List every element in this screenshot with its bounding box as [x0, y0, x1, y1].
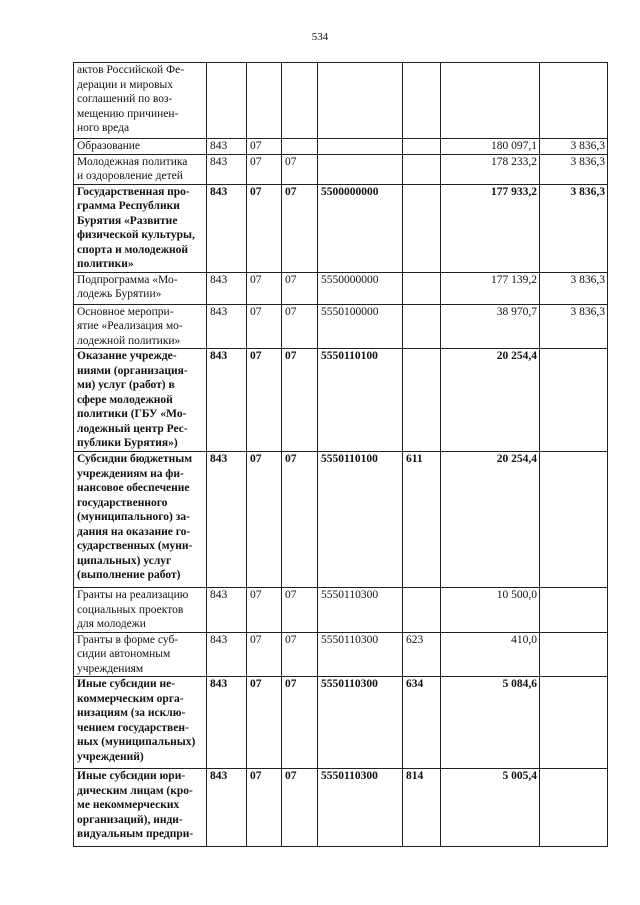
section-code-cell: 07: [247, 349, 282, 452]
row-name-cell: Иные субсидии не- коммерческим орга- низациям (за исклю- чением государствен- ных (муниципальных) учреждений): [74, 677, 207, 769]
subsection-code-cell: 07: [282, 452, 318, 588]
row-name-cell: актов Российской Фе- дерации и мировых соглашений по воз- мещению причинен- ного вреда: [74, 63, 207, 139]
target-article-cell: [318, 63, 403, 139]
expense-type-cell: [403, 63, 441, 139]
subsection-code-cell: 07: [282, 184, 318, 272]
target-article-cell: 5550110300: [318, 588, 403, 633]
row-name-cell: Государственная про- грамма Республики Бурятия «Развитие физической культуры, спорта и молодежной политики»: [74, 184, 207, 272]
section-code-cell: 07: [247, 304, 282, 349]
subsection-code-cell: 07: [282, 588, 318, 633]
expense-type-cell: [403, 272, 441, 304]
row-name-cell: Подпрограмма «Мо- лодежь Бурятии»: [74, 272, 207, 304]
target-article-cell: [318, 154, 403, 184]
amount-cell: 177 933,2: [441, 184, 540, 272]
subsection-code-cell: 07: [282, 632, 318, 677]
table-row: [74, 139, 608, 155]
section-code-cell: 07: [247, 632, 282, 677]
ministry-code-cell: [207, 63, 247, 139]
amount-change-cell: [540, 349, 608, 452]
amount-cell: 20 254,4: [441, 349, 540, 452]
amount-cell: 180 097,1: [441, 139, 540, 155]
amount-change-cell: [540, 632, 608, 677]
subsection-code-cell: [282, 139, 318, 155]
section-code-cell: 07: [247, 139, 282, 155]
section-code-cell: [247, 63, 282, 139]
table-row: [74, 632, 608, 677]
section-code-cell: 07: [247, 452, 282, 588]
section-code-cell: 07: [247, 272, 282, 304]
amount-cell: 5 005,4: [441, 769, 540, 847]
ministry-code-cell: 843: [207, 184, 247, 272]
section-code-cell: 07: [247, 677, 282, 769]
ministry-code-cell: 843: [207, 154, 247, 184]
target-article-cell: [318, 139, 403, 155]
subsection-code-cell: 07: [282, 304, 318, 349]
section-code-cell: 07: [247, 769, 282, 847]
subsection-code-cell: 07: [282, 349, 318, 452]
target-article-cell: 5550100000: [318, 304, 403, 349]
amount-cell: [441, 63, 540, 139]
page-number: 534: [311, 31, 329, 43]
ministry-code-cell: 843: [207, 304, 247, 349]
ministry-code-cell: 843: [207, 588, 247, 633]
table-row: [74, 769, 608, 847]
amount-change-cell: [540, 63, 608, 139]
table-row: [74, 588, 608, 633]
ministry-code-cell: 843: [207, 349, 247, 452]
subsection-code-cell: 07: [282, 677, 318, 769]
amount-change-cell: 3 836,3: [540, 154, 608, 184]
table-row: [74, 272, 608, 304]
amount-cell: 178 233,2: [441, 154, 540, 184]
expense-type-cell: [403, 154, 441, 184]
expense-type-cell: 611: [403, 452, 441, 588]
ministry-code-cell: 843: [207, 677, 247, 769]
row-name-cell: Гранты на реализацию социальных проектов для молодежи: [74, 588, 207, 633]
table-row: [74, 452, 608, 588]
table-row: [74, 184, 608, 272]
amount-cell: 177 139,2: [441, 272, 540, 304]
expense-type-cell: [403, 588, 441, 633]
ministry-code-cell: 843: [207, 272, 247, 304]
amount-change-cell: [540, 769, 608, 847]
section-code-cell: 07: [247, 154, 282, 184]
subsection-code-cell: 07: [282, 154, 318, 184]
section-code-cell: 07: [247, 588, 282, 633]
target-article-cell: 5550110100: [318, 349, 403, 452]
amount-cell: 20 254,4: [441, 452, 540, 588]
subsection-code-cell: 07: [282, 272, 318, 304]
ministry-code-cell: 843: [207, 632, 247, 677]
expense-type-cell: [403, 139, 441, 155]
subsection-code-cell: [282, 63, 318, 139]
expense-type-cell: 623: [403, 632, 441, 677]
target-article-cell: 5550110300: [318, 632, 403, 677]
amount-cell: 38 970,7: [441, 304, 540, 349]
amount-change-cell: [540, 588, 608, 633]
row-name-cell: Основное меропри- ятие «Реализация мо- лодежной политики»: [74, 304, 207, 349]
target-article-cell: 5550110100: [318, 452, 403, 588]
expense-type-cell: 814: [403, 769, 441, 847]
ministry-code-cell: 843: [207, 139, 247, 155]
row-name-cell: Молодежная политика и оздоровление детей: [74, 154, 207, 184]
table-row: [74, 349, 608, 452]
table-row: [74, 677, 608, 769]
amount-change-cell: 3 836,3: [540, 304, 608, 349]
section-code-cell: 07: [247, 184, 282, 272]
ministry-code-cell: 843: [207, 769, 247, 847]
expense-type-cell: 634: [403, 677, 441, 769]
expense-type-cell: [403, 184, 441, 272]
target-article-cell: 5550000000: [318, 272, 403, 304]
expense-type-cell: [403, 349, 441, 452]
amount-change-cell: 3 836,3: [540, 272, 608, 304]
amount-change-cell: [540, 452, 608, 588]
amount-cell: 410,0: [441, 632, 540, 677]
amount-cell: 5 084,6: [441, 677, 540, 769]
row-name-cell: Образование: [74, 139, 207, 155]
row-name-cell: Гранты в форме суб- сидии автономным учреждениям: [74, 632, 207, 677]
row-name-cell: Оказание учрежде- ниями (организация- ми) услуг (работ) в сфере молодежной политики (ГБУ «Мо- лодежный центр Рес- публики Бурятия»): [74, 349, 207, 452]
ministry-code-cell: 843: [207, 452, 247, 588]
budget-table: [73, 62, 608, 847]
row-name-cell: Субсидии бюджетным учреждениям на фи- нансовое обеспечение государственного (муниципального) за- дания на оказание го- сударственных (муни- ципальных) услуг (выполнение работ): [74, 452, 207, 588]
row-name-cell: Иные субсидии юри- дическим лицам (кро- ме некоммерческих организаций), инди- видуальным предпри-: [74, 769, 207, 847]
table-body: [74, 63, 608, 847]
table-row: [74, 63, 608, 139]
amount-cell: 10 500,0: [441, 588, 540, 633]
amount-change-cell: [540, 677, 608, 769]
table-row: [74, 304, 608, 349]
table-row: [74, 154, 608, 184]
target-article-cell: 5550110300: [318, 677, 403, 769]
subsection-code-cell: 07: [282, 769, 318, 847]
amount-change-cell: 3 836,3: [540, 139, 608, 155]
target-article-cell: 5500000000: [318, 184, 403, 272]
expense-type-cell: [403, 304, 441, 349]
amount-change-cell: 3 836,3: [540, 184, 608, 272]
target-article-cell: 5550110300: [318, 769, 403, 847]
